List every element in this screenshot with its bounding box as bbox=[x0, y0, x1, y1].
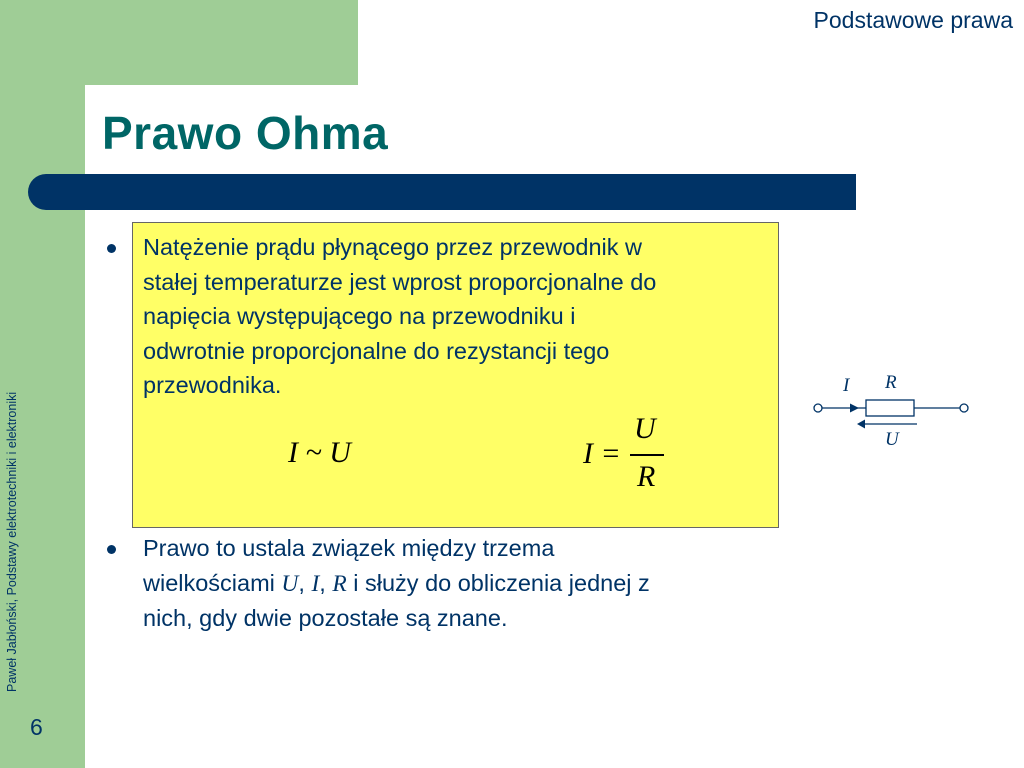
terminal-left bbox=[814, 404, 822, 412]
text-line: Prawo to ustala związek między trzema bbox=[143, 535, 555, 561]
voltage-label: U bbox=[885, 429, 899, 450]
resistor-symbol bbox=[866, 400, 914, 416]
ohm-formula-lhs: I = bbox=[583, 437, 621, 470]
text-line: stałej temperaturze jest wprost proporcjonalne do bbox=[143, 268, 657, 295]
text-segment: wielkościami bbox=[143, 569, 282, 596]
section-header: Podstawowe prawa bbox=[813, 7, 1013, 33]
text-line: Natężenie prądu płynącego przez przewodnik w bbox=[143, 234, 643, 260]
proportionality-formula: I ~ U bbox=[288, 436, 351, 469]
top-green-block bbox=[85, 0, 358, 85]
bullet-definition-text bbox=[143, 230, 656, 403]
slide-title: Prawo Ohma bbox=[102, 107, 389, 159]
text-line: odwrotnie proporcjonalne do rezystancji tego bbox=[143, 337, 610, 364]
text-line: napięcia występującego na przewodniku i bbox=[143, 303, 576, 329]
text-segment: i służy do obliczenia jednej z bbox=[346, 569, 650, 596]
resistor-circuit-diagram bbox=[805, 365, 980, 455]
text-line bbox=[143, 566, 650, 602]
resistor-label: R bbox=[885, 372, 897, 393]
current-arrow-icon bbox=[850, 404, 859, 413]
var-r: R bbox=[332, 570, 347, 597]
bullet-marker bbox=[107, 244, 116, 253]
terminal-right bbox=[960, 404, 968, 412]
text-line: nich, gdy dwie pozostałe są znane. bbox=[143, 605, 508, 631]
title-underline-bar bbox=[28, 174, 856, 210]
voltage-arrow-icon bbox=[857, 420, 865, 429]
ohm-formula-denominator: R bbox=[637, 460, 656, 493]
page-number: 6 bbox=[30, 714, 43, 740]
current-label: I bbox=[843, 375, 850, 396]
author-footer: Paweł Jabłoński, Podstawy elektrotechniki i elektroniki bbox=[5, 391, 19, 692]
ohm-formula-numerator: U bbox=[634, 412, 656, 445]
separator: , bbox=[319, 569, 333, 596]
fraction-bar bbox=[630, 454, 664, 456]
text-line: przewodnika. bbox=[143, 372, 282, 398]
bullet-summary-text bbox=[143, 531, 650, 636]
separator: , bbox=[298, 569, 312, 596]
bullet-marker bbox=[107, 545, 116, 554]
var-i: I bbox=[311, 570, 320, 597]
var-u: U bbox=[281, 570, 299, 597]
